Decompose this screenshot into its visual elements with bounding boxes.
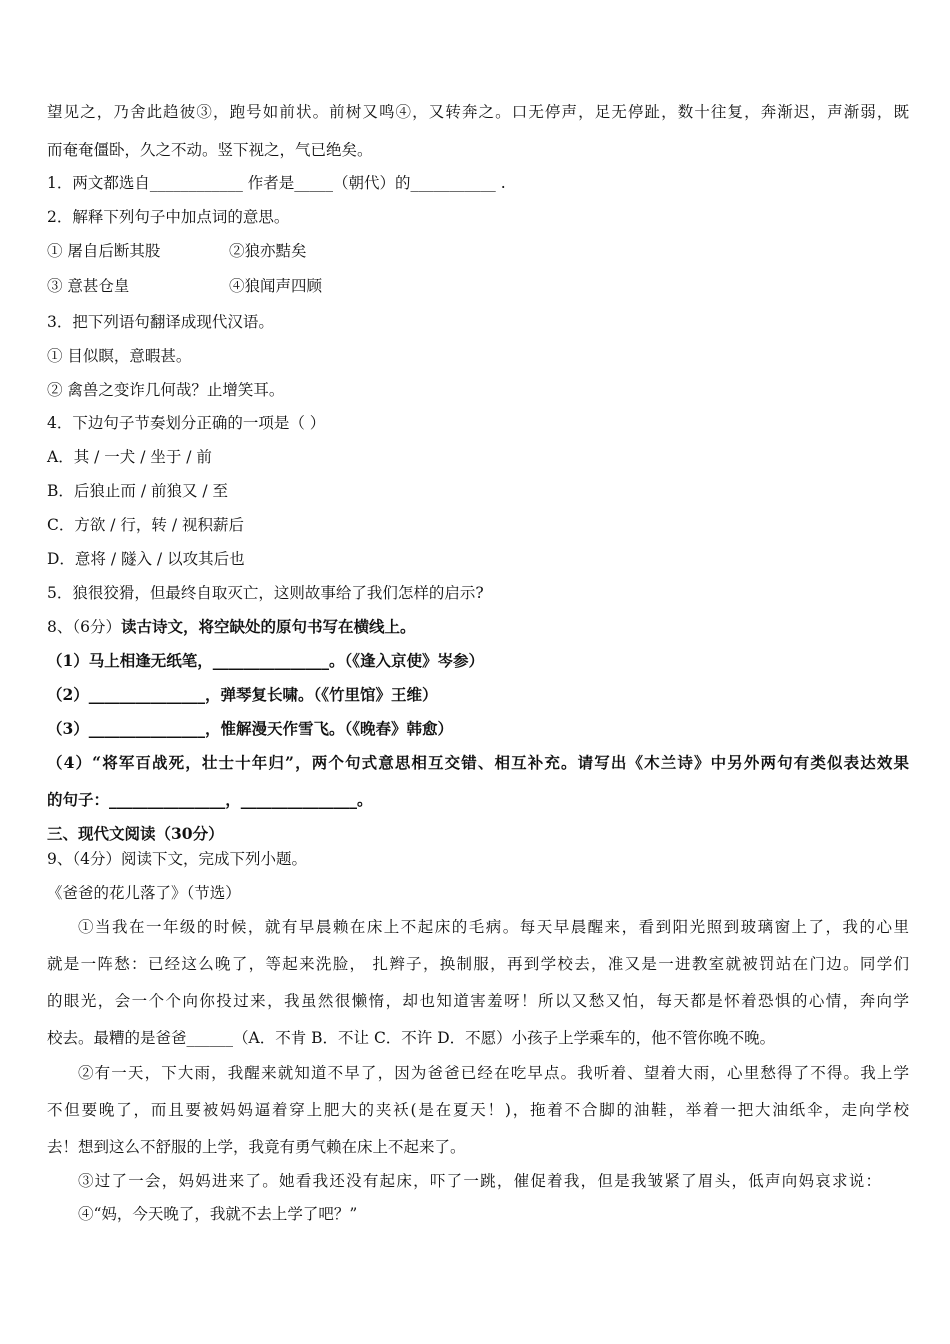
passage-title: 《爸爸的花儿落了》（节选） — [47, 884, 241, 902]
paragraph-line: ②有一天，下大雨，我醒来就知道不早了，因为爸爸已经在吃早点。我听着、望着大雨，心里愁得了不得。我上学 — [78, 1064, 909, 1082]
question-4-option: B．后狼止而 / 前狼又 / 至 — [47, 482, 229, 500]
question-9-stem: 9、（4分）阅读下文，完成下列小题。 — [47, 850, 307, 868]
question-4-option: D．意将 / 隧入 / 以攻其后也 — [47, 550, 245, 568]
question-5: 5．狼很狡猾，但最终自取灭亡，这则故事给了我们怎样的启示? — [47, 584, 484, 602]
paragraph-line: 不但要晚了，而且要被妈妈逼着穿上肥大的夹袄(是在夏天！)，拖着不合脚的油鞋，举着一把大油纸伞，走向学校 — [47, 1101, 909, 1119]
question-8-item: （3）_______________，惟解漫天作雪飞。（《晚春》韩愈） — [47, 719, 454, 738]
question-4-option: C．方欲 / 行，转 / 视积薪后 — [47, 516, 245, 534]
question-2-item: ③ 意甚仓皇 — [47, 277, 130, 295]
paragraph-line: 校去。最糟的是爸爸______（A．不肯 B．不让 C．不许 D．不愿）小孩子上学乘车的，他不管你晚不晚。 — [47, 1029, 776, 1047]
passage-line: 而奄奄僵卧，久之不动。竖下视之，气已绝矣。 — [47, 141, 373, 159]
question-2-row — [47, 241, 307, 261]
question-3-item: ② 禽兽之变诈几何哉？止增笑耳。 — [47, 381, 285, 399]
question-4-stem: 4．下边句子节奏划分正确的一项是（ ） — [47, 414, 326, 432]
question-8-instruction: 读古诗文，将空缺处的原句书写在横线上。 — [120, 617, 416, 636]
question-2-item: ②狼亦黠矣 — [229, 242, 307, 260]
question-8-item: （1）马上相逢无纸笔，_______________。（《逢入京使》岑参） — [47, 651, 485, 670]
question-4-option: A．其 / 一犬 / 坐于 / 前 — [47, 448, 212, 466]
paragraph-line: ③过了一会，妈妈进来了。她看我还没有起床，吓了一跳，催促着我，但是我皱紧了眉头，低声向妈哀求说： — [78, 1172, 881, 1190]
question-8-item: （2）_______________，弹琴复长啸。（《竹里馆》王维） — [47, 685, 438, 704]
question-3-stem: 3．把下列语句翻译成现代汉语。 — [47, 313, 274, 331]
question-1: 1．两文都选自____________ 作者是_____（朝代）的___________ . — [47, 174, 506, 192]
question-2-stem: 2．解释下列句子中加点词的意思。 — [47, 208, 290, 226]
paragraph-line: ④“妈，今天晚了，我就不去上学了吧？” — [78, 1205, 358, 1223]
question-8-item: 的句子：_______________，_______________。 — [47, 790, 373, 809]
question-2-item: ① 屠自后断其股 — [47, 242, 161, 260]
question-3-item: ① 目似瞑，意暇甚。 — [47, 347, 192, 365]
question-2-item: ④狼闻声四顾 — [229, 277, 323, 295]
paragraph-line: 的眼光，会一个个向你投过来，我虽然很懒惰，却也知道害羞呀！所以又愁又怕，每天都是怀着恐惧的心情，奔向学 — [47, 992, 909, 1010]
question-2-row — [47, 276, 322, 296]
paragraph-line: 去！想到这么不舒服的上学，我竟有勇气赖在床上不起来了。 — [47, 1138, 466, 1156]
paragraph-line: 就是一阵愁：已经这么晚了，等起来洗脸， 扎辫子，换制服，再到学校去，准又是一进教室就被罚站在门边。同学们 — [47, 955, 909, 973]
question-8-stem — [47, 617, 416, 637]
paragraph-line: ①当我在一年级的时候，就有早晨赖在床上不起床的毛病。每天早晨醒来，看到阳光照到玻璃窗上了，我的心里 — [78, 918, 909, 936]
question-8-number: 8、（6分） — [47, 618, 121, 636]
passage-line: 望见之，乃舍此趋彼③，跑号如前状。前树又鸣④，又转奔之。口无停声，足无停趾，数十往复，奔渐迟，声渐弱，既 — [47, 103, 909, 121]
section-heading: 三、现代文阅读（30分） — [47, 824, 224, 843]
question-8-item: （4）“将军百战死，壮士十年归”，两个句式意思相互交错、相互补充。请写出《木兰诗》中另外两句有类似表达效果 — [47, 753, 909, 772]
